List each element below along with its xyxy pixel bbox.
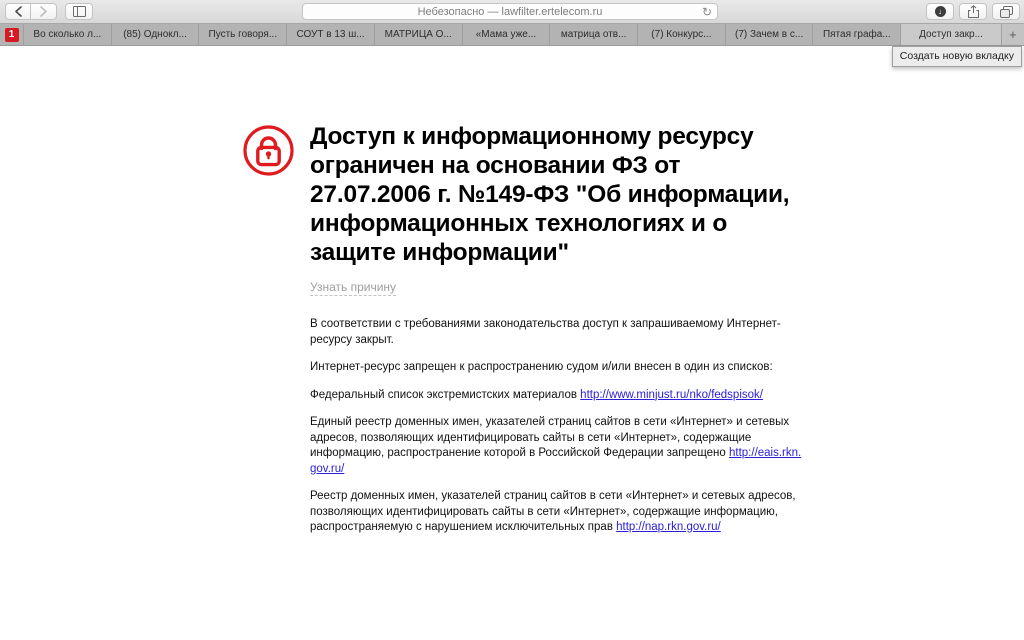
tab-6[interactable]: «Мама уже... xyxy=(463,24,551,45)
back-button[interactable] xyxy=(5,3,31,20)
sidebar-toggle-button[interactable] xyxy=(65,3,93,20)
pinned-tab[interactable] xyxy=(0,24,24,45)
tab-10[interactable]: Пятая графа... xyxy=(813,24,901,45)
nav-button-group xyxy=(5,3,57,20)
tab-bar xyxy=(0,24,1024,46)
chevron-left-icon xyxy=(14,6,23,17)
tab-4[interactable]: СОУТ в 13 ш... xyxy=(287,24,375,45)
share-icon xyxy=(968,5,979,18)
new-tab-tooltip: Создать новую вкладку xyxy=(892,46,1022,67)
forward-button[interactable] xyxy=(31,3,57,20)
sidebar-icon xyxy=(73,6,86,17)
tab-overview-button[interactable] xyxy=(992,3,1020,20)
nap-link[interactable]: http://nap.rkn.gov.ru/ xyxy=(616,521,721,533)
paragraph-law-notice: В соответствии с требованиями законодательства доступ к запрашиваемому Интернет-ресурсу закрыт. xyxy=(310,318,781,346)
tab-5[interactable]: МАТРИЦА О... xyxy=(375,24,463,45)
reload-icon: ↻ xyxy=(701,4,712,19)
eais-link[interactable]: http://eais.rkn.gov.ru/ xyxy=(310,447,802,475)
tab-7[interactable]: матрица отв... xyxy=(550,24,638,45)
tab-1[interactable]: Во сколько л... xyxy=(24,24,112,45)
reason-link[interactable]: Узнать причину xyxy=(310,280,397,294)
paragraph-nap-registry xyxy=(310,489,802,536)
eais-text: Единый реестр доменных имен, указателей страниц сайтов в сети «Интернет» и сетевых адресов, позволяющих идентифицировать сайты в сети «Интернет», содержащие информацию, распространение которой в Российской Федерации запрещено xyxy=(310,416,790,459)
download-arrow-glyph: ↓ xyxy=(938,7,942,16)
tab-8[interactable]: (7) Конкурс... xyxy=(638,24,726,45)
paragraph-lists-intro: Интернет-ресурс запрещен к распространению судом и/или внесен в один из списков: xyxy=(310,361,773,373)
toolbar-right-group xyxy=(926,3,1020,20)
tab-2[interactable]: (85) Однокл... xyxy=(112,24,200,45)
tab-active-access-blocked[interactable]: Доступ закр... xyxy=(901,24,1002,45)
downloads-icon xyxy=(935,6,946,17)
tab-9[interactable]: (7) Зачем в с... xyxy=(726,24,814,45)
nap-text: Реестр доменных имен, указателей страниц сайтов в сети «Интернет» и сетевых адресов, позволяющих идентифицировать сайты в сети «Интернет», содержащие информацию, распространяемую с нарушением исключительных прав xyxy=(310,490,796,533)
page-title: Доступ к информационному ресурсу ограничен на основании ФЗ от 27.07.2006 г. №149-ФЗ "Об информации, информационных технологиях и о защите информации" xyxy=(310,123,790,266)
address-text: Небезопасно — lawfilter.ertelecom.ru xyxy=(417,5,603,18)
reload-button[interactable] xyxy=(702,4,712,19)
pinned-tab-favicon: 1 xyxy=(5,28,19,42)
address-bar[interactable] xyxy=(302,3,718,20)
tab-3[interactable]: Пусть говоря... xyxy=(199,24,287,45)
downloads-button[interactable] xyxy=(926,3,954,20)
plus-icon: + xyxy=(1009,27,1017,42)
chevron-right-icon xyxy=(39,6,48,17)
fedspisok-text: Федеральный список экстремистских материалов xyxy=(310,388,581,401)
blocked-page-main xyxy=(310,46,802,536)
share-button[interactable] xyxy=(959,3,987,20)
blocked-page xyxy=(0,46,1024,640)
paragraph-fedspisok xyxy=(310,388,802,404)
blocked-lock-icon xyxy=(242,124,295,182)
new-tab-button[interactable] xyxy=(1002,24,1024,45)
fedspisok-link[interactable]: http://www.minjust.ru/nko/fedspisok/ xyxy=(580,388,763,401)
browser-toolbar xyxy=(0,0,1024,24)
tab-overview-icon xyxy=(1000,6,1013,18)
blocked-page-body xyxy=(310,317,802,536)
paragraph-eais-registry xyxy=(310,415,802,477)
